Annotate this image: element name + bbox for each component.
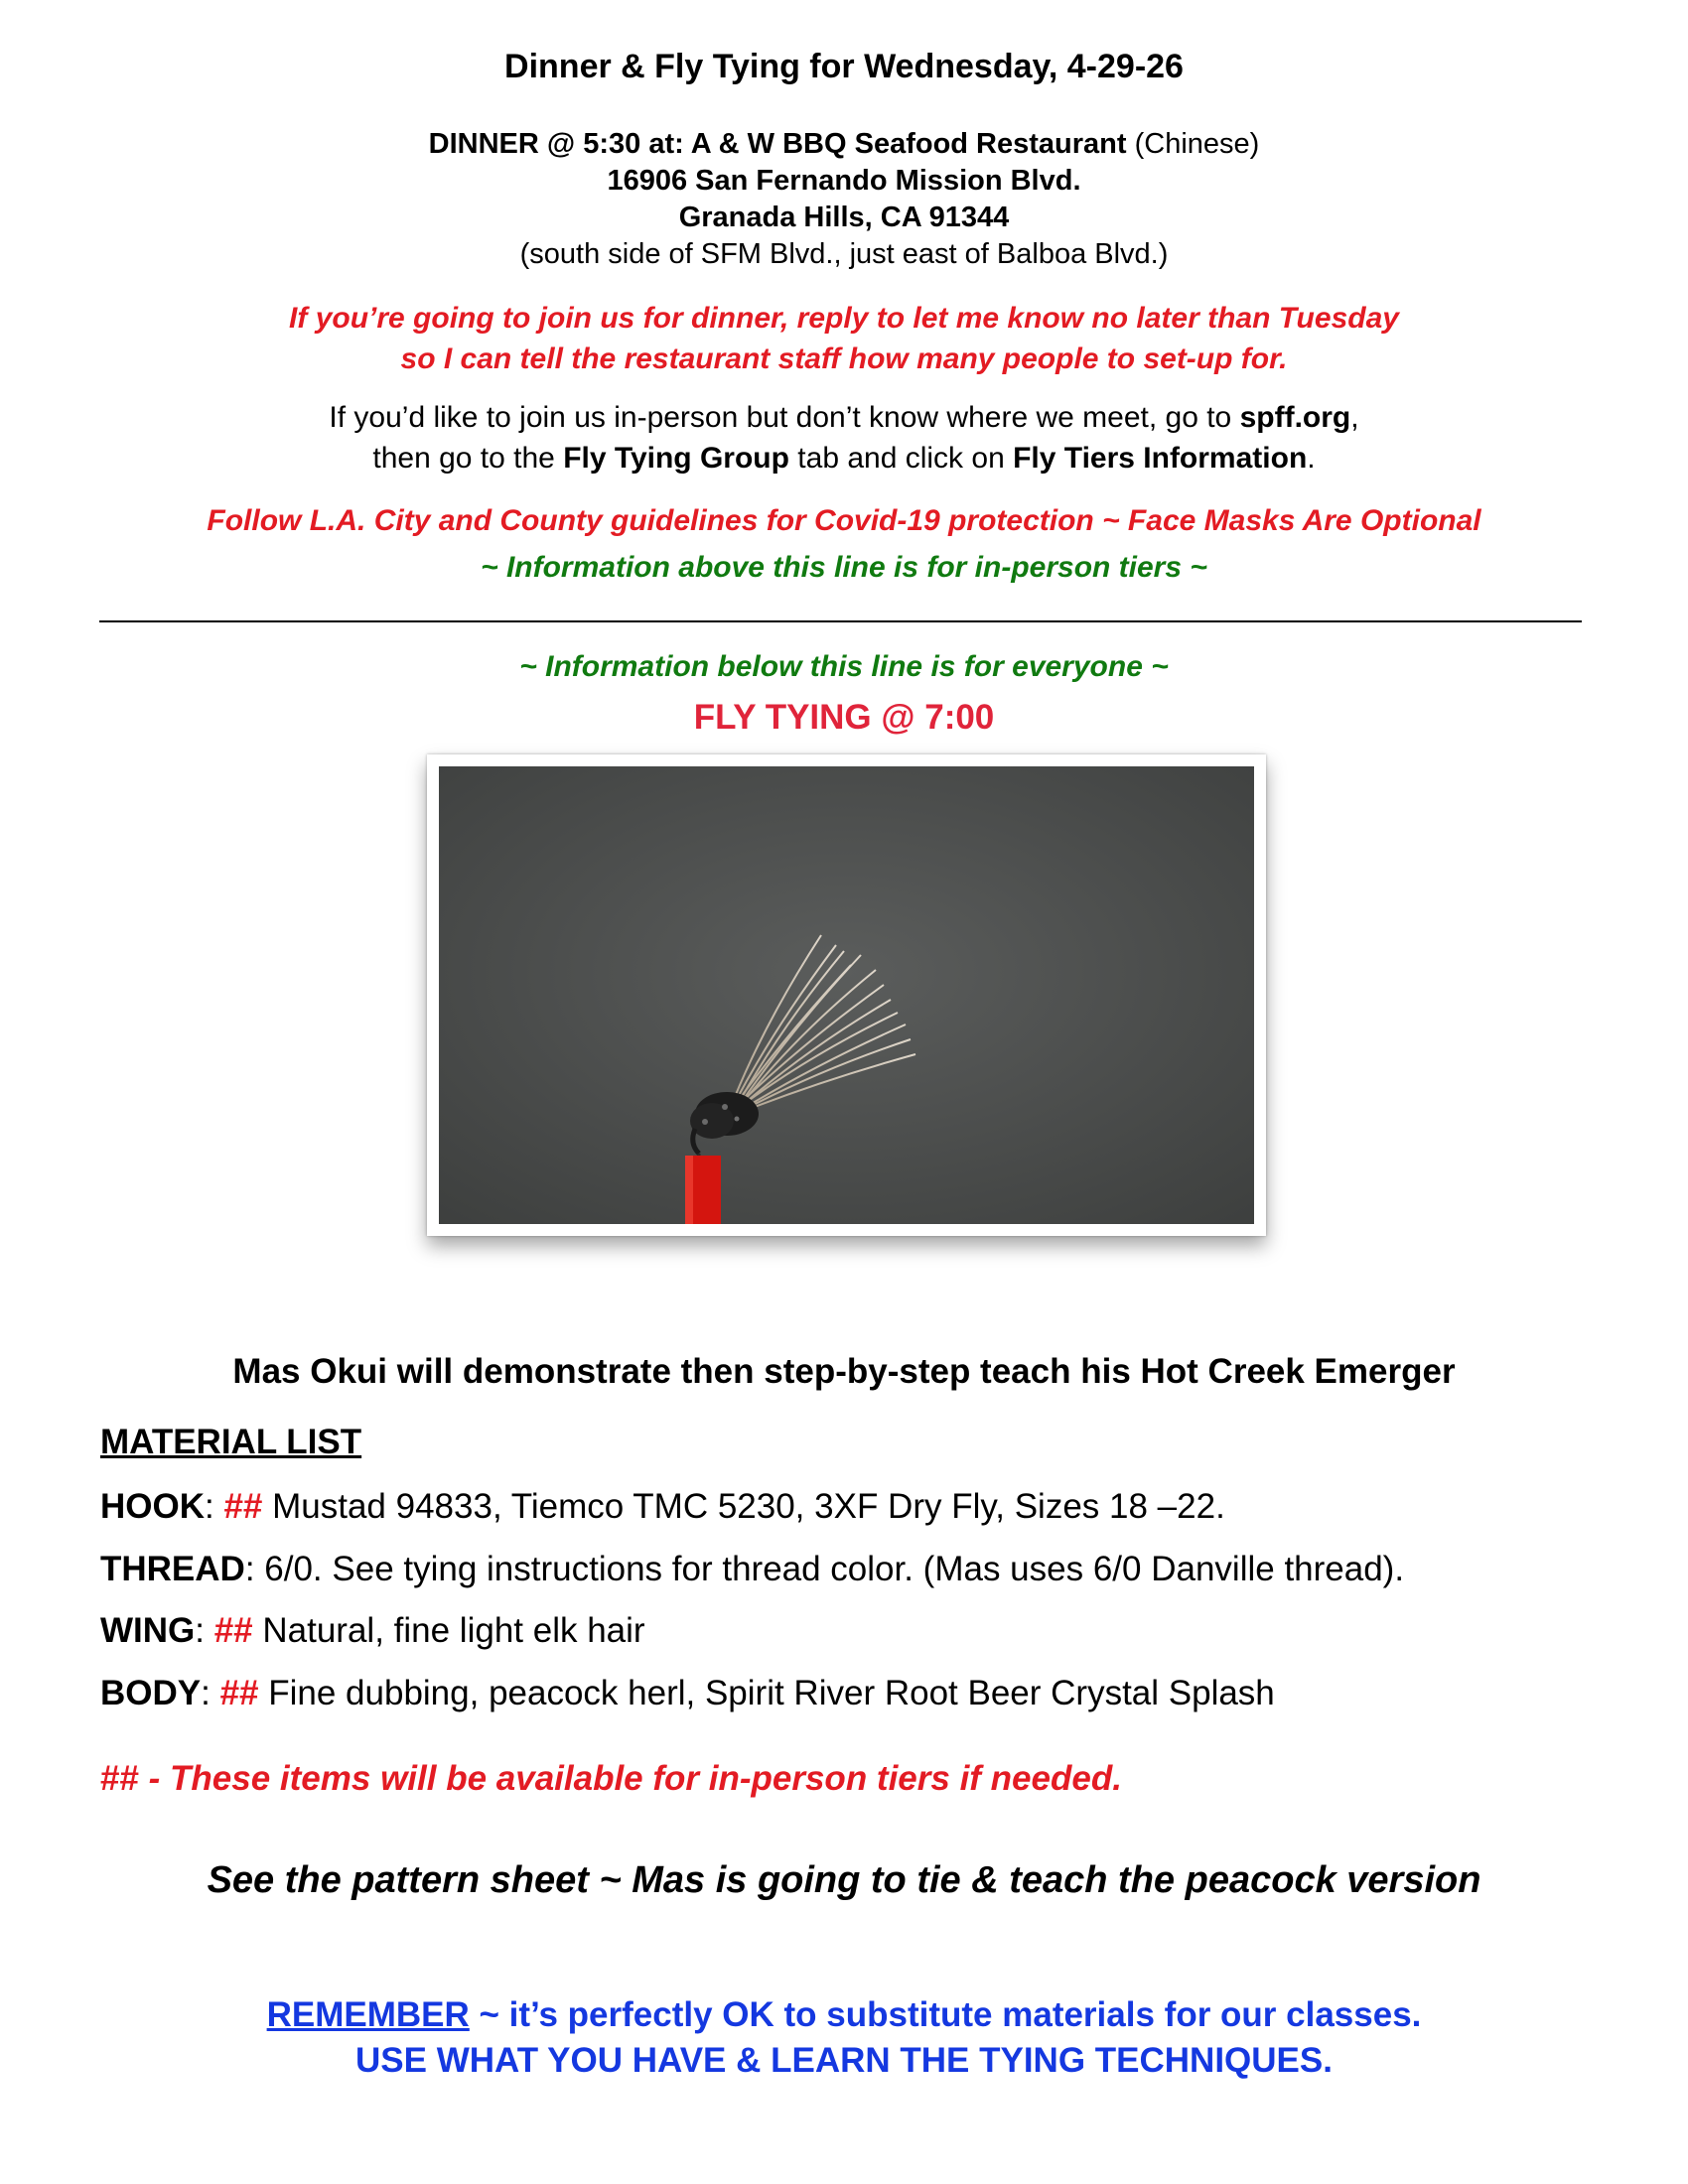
fly-photo bbox=[427, 754, 1266, 1236]
thread-label: THREAD bbox=[100, 1550, 245, 1588]
site-link[interactable]: spff.org bbox=[1239, 401, 1351, 434]
wing-text: Natural, fine light elk hair bbox=[252, 1611, 645, 1650]
material-body: BODY: ## Fine dubbing, peacock herl, Spirit River Root Beer Crystal Splash bbox=[100, 1674, 1275, 1712]
fly-tying-time: FLY TYING @ 7:00 bbox=[693, 698, 995, 737]
fly-photo-image bbox=[439, 766, 1254, 1224]
fly-tying-group-tab: Fly Tying Group bbox=[563, 442, 789, 475]
dinner-directions: (south side of SFM Blvd., just east of Balboa Blvd.) bbox=[519, 238, 1169, 270]
remember-line-1: ~ it’s perfectly OK to substitute materials for our classes. bbox=[469, 1995, 1422, 2034]
covid-notice: Follow L.A. City and County guidelines for Covid-19 protection ~ Face Masks Are Optional bbox=[207, 504, 1481, 537]
inperson-punct-2: . bbox=[1307, 442, 1316, 475]
page-title: Dinner & Fly Tying for Wednesday, 4-29-26 bbox=[504, 48, 1184, 85]
availability-marker: ## bbox=[223, 1487, 263, 1526]
dinner-info bbox=[0, 126, 1688, 273]
inperson-info bbox=[0, 397, 1688, 478]
rsvp-line-1: If you’re going to join us for dinner, reply to let me know no later than Tuesday bbox=[289, 302, 1399, 335]
inperson-text-3: tab and click on bbox=[788, 442, 1014, 475]
note-text: - These items will be available for in-person tiers if needed. bbox=[138, 1759, 1122, 1798]
body-text: Fine dubbing, peacock herl, Spirit River Root Beer Crystal Splash bbox=[258, 1674, 1275, 1712]
rsvp-line-2: so I can tell the restaurant staff how many people to set-up for. bbox=[400, 342, 1288, 375]
pattern-sheet-note: See the pattern sheet ~ Mas is going to tie & teach the peacock version bbox=[207, 1859, 1481, 1901]
thread-text: : 6/0. See tying instructions for thread color. (Mas uses 6/0 Danville thread). bbox=[244, 1550, 1405, 1588]
fly-tiers-information-link: Fly Tiers Information bbox=[1013, 442, 1308, 475]
line-above-note: ~ Information above this line is for in-person tiers ~ bbox=[481, 551, 1207, 584]
dinner-label: DINNER @ 5:30 at: A & W BBQ Seafood Restaurant bbox=[428, 128, 1127, 160]
remember-word: REMEMBER bbox=[266, 1995, 470, 2034]
dinner-address-2: Granada Hills, CA 91344 bbox=[678, 202, 1010, 233]
material-list-heading: MATERIAL LIST bbox=[100, 1423, 362, 1461]
remember-note bbox=[0, 1992, 1688, 2084]
rsvp-notice bbox=[0, 298, 1688, 379]
remember-line-2: USE WHAT YOU HAVE & LEARN THE TYING TECHNIQUES. bbox=[355, 2041, 1333, 2080]
body-label: BODY bbox=[100, 1674, 202, 1712]
availability-marker: ## bbox=[219, 1674, 259, 1712]
material-hook: HOOK: ## Mustad 94833, Tiemco TMC 5230, 3XF Dry Fly, Sizes 18 –22. bbox=[100, 1487, 1225, 1526]
note-marker: ## bbox=[100, 1759, 139, 1798]
inperson-text-1: If you’d like to join us in-person but don’t know where we meet, go to bbox=[329, 401, 1240, 434]
material-thread bbox=[100, 1550, 1649, 1589]
hook-text: Mustad 94833, Tiemco TMC 5230, 3XF Dry Fly, Sizes 18 –22. bbox=[262, 1487, 1225, 1526]
availability-marker: ## bbox=[213, 1611, 253, 1650]
divider-line bbox=[99, 620, 1582, 622]
availability-note bbox=[100, 1759, 1649, 1799]
wing-label: WING bbox=[100, 1611, 196, 1650]
dinner-address-1: 16906 San Fernando Mission Blvd. bbox=[607, 165, 1081, 197]
hook-label: HOOK bbox=[100, 1487, 205, 1526]
line-below-note: ~ Information below this line is for everyone ~ bbox=[519, 650, 1169, 683]
demo-description: Mas Okui will demonstrate then step-by-step teach his Hot Creek Emerger bbox=[232, 1352, 1456, 1391]
dinner-cuisine: (Chinese) bbox=[1126, 128, 1260, 160]
material-wing: WING: ## Natural, fine light elk hair bbox=[100, 1611, 645, 1650]
inperson-punct-1: , bbox=[1350, 401, 1359, 434]
inperson-text-2: then go to the bbox=[372, 442, 564, 475]
